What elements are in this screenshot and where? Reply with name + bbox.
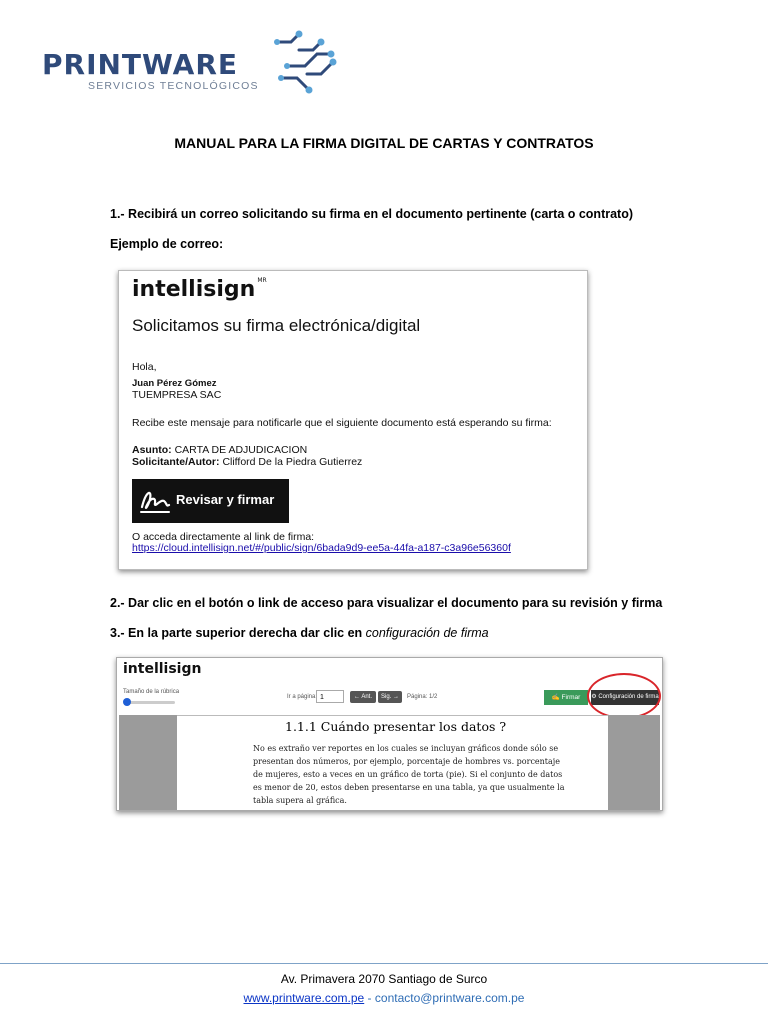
- recipient-name: Juan Pérez Gómez: [132, 378, 217, 389]
- rubric-size-label: Tamaño de la rúbrica: [123, 689, 180, 695]
- doc-line: No es extraño ver reportes en los cuales se incluyan gráficos donde sólo se: [253, 744, 559, 753]
- email-greeting: Hola,: [132, 361, 157, 373]
- sign-link[interactable]: https://cloud.intellisign.net/#/public/sign/6bada9d9-ee5a-44fa-a187-c3a96e56360f: [132, 542, 511, 554]
- printware-logo: [42, 28, 312, 98]
- app-brand: intellisign: [123, 661, 202, 677]
- email-subject: Asunto: CARTA DE ADJUDICACION: [132, 444, 308, 456]
- step-1-text: 1.- Recibirá un correo solicitando su firma en el documento pertinente (carta o contrato): [110, 207, 634, 221]
- sign-button[interactable]: ✍ Firmar: [544, 690, 588, 705]
- direct-link-text: O acceda directamente al link de firma:: [132, 531, 315, 543]
- footer-divider: [0, 963, 768, 964]
- next-page-button[interactable]: Sig. →: [378, 691, 402, 703]
- slider-handle[interactable]: [123, 698, 131, 706]
- review-and-sign-button[interactable]: Revisar y firmar: [132, 479, 289, 523]
- email-heading: Solicitamos su firma electrónica/digital: [132, 316, 421, 335]
- goto-page-label: Ir a página:: [287, 694, 318, 700]
- prev-page-button[interactable]: ← Ant.: [350, 691, 376, 703]
- email-requester: Solicitante/Autor: Clifford De la Piedra Gutierrez: [132, 456, 363, 468]
- right-panel: [608, 715, 660, 810]
- doc-section-heading: 1.1.1 Cuándo presentar los datos ?: [285, 719, 507, 734]
- logo-wordmark: PRINTWARE: [42, 48, 239, 81]
- document-preview: [177, 716, 608, 810]
- rubric-size-slider[interactable]: [125, 701, 175, 704]
- example-label: Ejemplo de correo:: [110, 237, 224, 251]
- email-example-screenshot: [118, 270, 588, 570]
- logo-tagline: SERVICIOS TECNOLÓGICOS: [88, 80, 259, 92]
- signature-icon: [138, 485, 172, 517]
- circuit-logo-icon: [247, 28, 347, 98]
- doc-line: de mujeres, esto a veces en un gráfico de torta (pie). Si el conjunto de datos: [253, 770, 563, 779]
- signature-config-button[interactable]: ⚙ Configuración de firma: [591, 690, 659, 705]
- intellisign-brand: intellisign $^{MR}$: [132, 277, 267, 302]
- left-panel: [119, 715, 177, 810]
- doc-line: presentan dos números, por ejemplo, porcentaje de hombres vs. porcentaje: [253, 757, 561, 766]
- recipient-company: TUEMPRESA SAC: [132, 389, 222, 401]
- footer-contact: www.printware.com.pe - contacto@printware.com.pe: [243, 991, 525, 1005]
- footer-address: Av. Primavera 2070 Santiago de Surco: [280, 972, 488, 986]
- manual-title: MANUAL PARA LA FIRMA DIGITAL DE CARTAS Y CONTRATOS: [174, 135, 594, 151]
- page-indicator: Página: 1/2: [407, 694, 438, 700]
- page-number-input[interactable]: 1: [316, 690, 344, 703]
- step-2-text: 2.- Dar clic en el botón o link de acceso para visualizar el documento para su revisión y firma: [110, 596, 663, 610]
- step-3-text: 3.- En la parte superior derecha dar clic en configuración de firma: [110, 626, 489, 640]
- email-link[interactable]: contacto@printware.com.pe: [374, 991, 525, 1005]
- highlight-circle: [587, 673, 661, 719]
- doc-line: tabla supera al gráfica.: [253, 796, 347, 805]
- doc-line: es menor de 20, estos deben presentarse en una tabla, ya que usualmente la: [253, 783, 565, 792]
- signing-app-screenshot: [116, 657, 663, 811]
- website-link[interactable]: www.printware.com.pe: [243, 991, 365, 1005]
- email-message: Recibe este mensaje para notificarle que el siguiente documento está esperando su firma:: [132, 417, 552, 429]
